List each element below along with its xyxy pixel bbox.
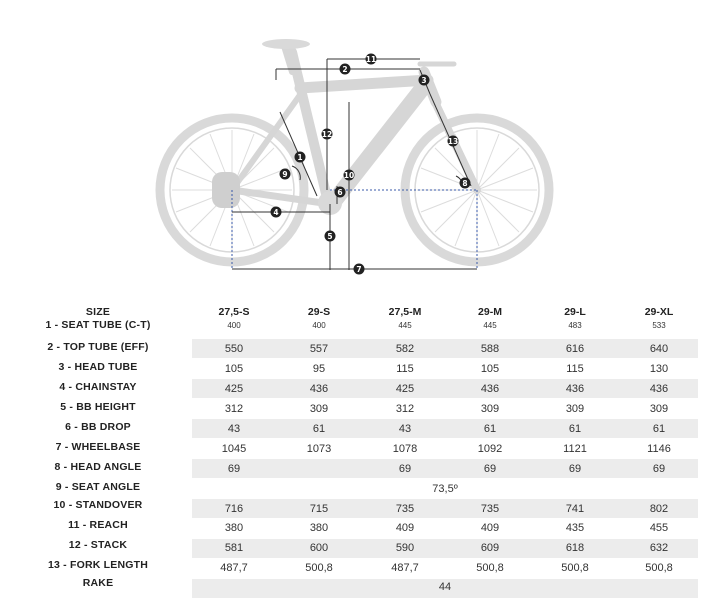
table-cell: 436 xyxy=(649,383,669,395)
svg-text:5: 5 xyxy=(327,232,333,241)
table-cell: 309 xyxy=(309,403,329,415)
row-label: 9 - SEAT ANGLE xyxy=(55,481,141,493)
size-29-s: 29-S xyxy=(307,306,331,318)
table-cell: 69 xyxy=(568,463,582,475)
svg-text:9: 9 xyxy=(282,170,288,179)
table-cell: 802 xyxy=(649,503,669,515)
row-label: 3 - HEAD TUBE xyxy=(58,361,138,373)
seat-tube-27-5-s: 400 xyxy=(227,321,241,330)
table-cell: 735 xyxy=(395,503,415,515)
table-cell: 500,8 xyxy=(561,562,589,574)
size-29-m: 29-M xyxy=(478,306,502,318)
table-cell: 95 xyxy=(312,363,326,375)
seat-tube-27-5-m: 445 xyxy=(398,321,412,330)
table-cell: 409 xyxy=(480,522,500,534)
table-cell: 43 xyxy=(227,423,241,435)
seat-tube-29-s: 400 xyxy=(312,321,326,330)
seat-tube-29-m: 445 xyxy=(483,321,497,330)
table-cell: 61 xyxy=(652,423,666,435)
table-cell: 557 xyxy=(309,343,329,355)
table-cell: 581 xyxy=(224,542,244,554)
seat-angle-value: 73,5º xyxy=(432,483,458,495)
seat-tube-heading: 1 - SEAT TUBE (C-T) xyxy=(45,319,151,331)
table-cell: 309 xyxy=(480,403,500,415)
table-cell: 436 xyxy=(309,383,329,395)
svg-text:12: 12 xyxy=(321,130,333,139)
table-cell: 309 xyxy=(565,403,585,415)
table-cell: 588 xyxy=(480,343,500,355)
table-cell: 616 xyxy=(565,343,585,355)
table-cell: 632 xyxy=(649,542,669,554)
table-cell: 600 xyxy=(309,542,329,554)
row-label: 5 - BB HEIGHT xyxy=(60,401,136,413)
table-cell: 69 xyxy=(227,463,241,475)
table-cell: 618 xyxy=(565,542,585,554)
size-27-5-m: 27,5-M xyxy=(388,306,422,318)
table-cell: 409 xyxy=(395,522,415,534)
table-cell: 487,7 xyxy=(220,562,248,574)
table-cell: 43 xyxy=(398,423,412,435)
table-cell: 1092 xyxy=(477,443,503,455)
table-cell: 500,8 xyxy=(305,562,333,574)
table-cell: 115 xyxy=(396,363,414,375)
table-cell: 582 xyxy=(395,343,415,355)
table-cell: 115 xyxy=(566,363,584,375)
svg-text:1: 1 xyxy=(297,153,303,162)
table-cell: 61 xyxy=(568,423,582,435)
table-cell: 309 xyxy=(649,403,669,415)
size-29-xl: 29-XL xyxy=(644,306,674,318)
table-cell: 455 xyxy=(649,522,669,534)
size-29-l: 29-L xyxy=(564,306,586,318)
row-label: RAKE xyxy=(82,577,114,589)
table-cell: 735 xyxy=(480,503,500,515)
table-cell: 69 xyxy=(652,463,666,475)
seat-tube-29-xl: 533 xyxy=(652,321,666,330)
table-cell: 380 xyxy=(309,522,329,534)
size-27-5-s: 27,5-S xyxy=(218,306,250,318)
table-cell: 500,8 xyxy=(645,562,673,574)
table-cell: 105 xyxy=(480,363,500,375)
table-cell: 500,8 xyxy=(476,562,504,574)
table-cell: 69 xyxy=(398,463,412,475)
row-label: 8 - HEAD ANGLE xyxy=(54,461,142,473)
seat-tube-29-l: 483 xyxy=(568,321,582,330)
svg-text:2: 2 xyxy=(342,65,348,74)
table-cell: 1078 xyxy=(392,443,418,455)
table-cell: 1121 xyxy=(563,443,587,455)
table-cell: 61 xyxy=(483,423,497,435)
table-cell: 380 xyxy=(224,522,244,534)
table-cell: 130 xyxy=(649,363,669,375)
svg-text:7: 7 xyxy=(356,265,362,274)
row-label: 6 - BB DROP xyxy=(65,421,131,433)
table-cell: 69 xyxy=(483,463,497,475)
table-cell: 550 xyxy=(224,343,244,355)
table-cell: 741 xyxy=(565,503,585,515)
table-cell: 716 xyxy=(224,503,244,515)
row-label: 11 - REACH xyxy=(68,519,128,531)
table-cell: 487,7 xyxy=(391,562,419,574)
table-cell: 590 xyxy=(395,542,415,554)
table-cell: 435 xyxy=(565,522,585,534)
svg-text:13: 13 xyxy=(447,137,459,146)
row-label: 10 - STANDOVER xyxy=(53,499,143,511)
table-cell: 61 xyxy=(312,423,326,435)
row-label: 4 - CHAINSTAY xyxy=(59,381,137,393)
table-cell: 609 xyxy=(480,542,500,554)
row-label: 7 - WHEELBASE xyxy=(55,441,141,453)
svg-text:3: 3 xyxy=(421,76,427,85)
size-heading: SIZE xyxy=(85,306,111,318)
table-cell: 312 xyxy=(224,403,244,415)
table-cell: 1146 xyxy=(647,443,671,455)
row-label: 12 - STACK xyxy=(68,539,128,551)
rake-value: 44 xyxy=(438,581,452,593)
row-label: 13 - FORK LENGTH xyxy=(47,559,149,571)
table-cell: 105 xyxy=(224,363,244,375)
svg-text:6: 6 xyxy=(337,188,343,197)
table-cell: 425 xyxy=(395,383,415,395)
table-cell: 1045 xyxy=(221,443,247,455)
row-label: 2 - TOP TUBE (EFF) xyxy=(47,341,149,353)
table-cell: 1073 xyxy=(306,443,332,455)
svg-text:4: 4 xyxy=(273,208,279,217)
table-cell: 436 xyxy=(565,383,585,395)
table-cell: 436 xyxy=(480,383,500,395)
svg-text:11: 11 xyxy=(365,55,377,64)
table-cell: 425 xyxy=(224,383,244,395)
table-cell: 715 xyxy=(309,503,329,515)
table-cell: 640 xyxy=(649,343,669,355)
table-cell: 312 xyxy=(395,403,415,415)
svg-text:8: 8 xyxy=(462,179,468,188)
svg-text:10: 10 xyxy=(343,171,355,180)
